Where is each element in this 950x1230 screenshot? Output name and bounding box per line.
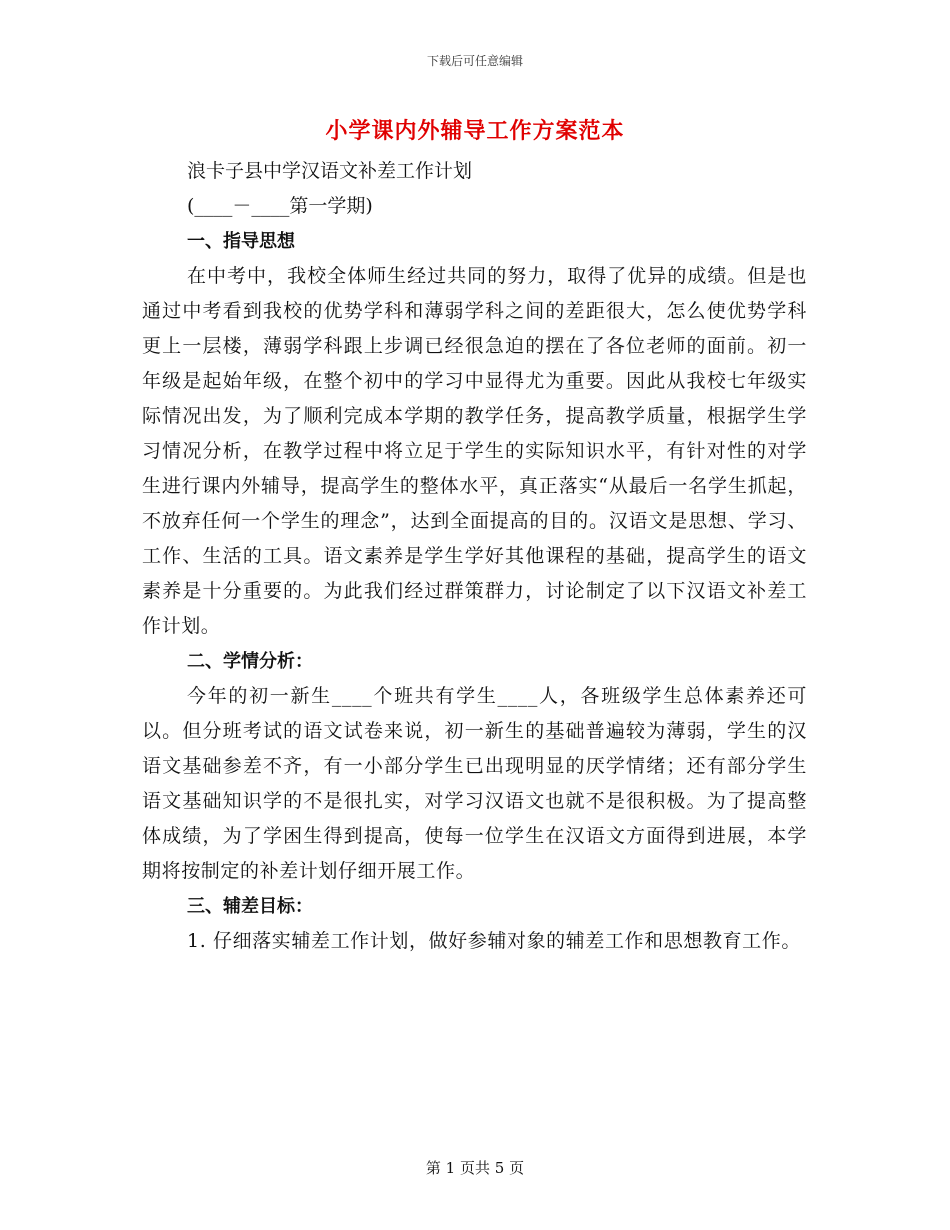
document-body (142, 154, 807, 959)
document-subtitle: 浪卡子县中学汉语文补差工作计划 (187, 160, 473, 182)
page-header-note: 下载后可任意编辑 (426, 54, 523, 68)
semester-line: (____－____第一学期) (187, 195, 373, 217)
section-heading-situation-analysis: 二、学情分析： (187, 651, 313, 672)
document-title: 小学课内外辅导工作方案范本 (325, 118, 625, 144)
section-heading-guiding-thought: 一、指导思想 (187, 231, 295, 252)
section-paragraph-guiding-thought: 在中考中，我校全体师生经过共同的努力，取得了优异的成绩。但是也通过中考看到我校的优势学科和薄弱学科之间的差距很大，怎么使优势学科更上一层楼，薄弱学科跟上步调已经很急迫的摆在了各位老师的面前。初一年级是起始年级，在整个初中的学习中显得尤为重要。因此从我校七年级实际情况出发，为了顺利完成本学期的教学任务，提高教学质量，根据学生学习情况分析，在教学过程中将立足于学生的实际知识水平，有针对性的对学生进行课内外辅导，提高学生的整体水平，真正落实“从最后一名学生抓起，不放弃任何一个学生的理念”，达到全面提高的目的。汉语文是思想、学习、工作、生活的工具。语文素养是学生学好其他课程的基础，提高学生的语文素养是十分重要的。为此我们经过群策群力，讨论制定了以下汉语文补差工作计划。 (142, 265, 807, 637)
section-heading-goals: 三、辅差目标： (187, 896, 313, 917)
section-paragraph-goals: 1. 仔细落实辅差工作计划，做好参辅对象的辅差工作和思想教育工作。 (187, 930, 801, 952)
page-number: 第 1 页共 5 页 (425, 1159, 525, 1177)
section-paragraph-situation-analysis: 今年的初一新生____个班共有学生____人，各班级学生总体素养还可以。但分班考试的语文试卷来说，初一新生的基础普遍较为薄弱，学生的汉语文基础参差不齐，有一小部分学生已出现明显的厌学情绪；还有部分学生语文基础知识学的不是很扎实，对学习汉语文也就不是很积极。为了提高整体成绩，为了学困生得到提高，使每一位学生在汉语文方面得到进展，本学期将按制定的补差计划仔细开展工作。 (142, 685, 807, 882)
